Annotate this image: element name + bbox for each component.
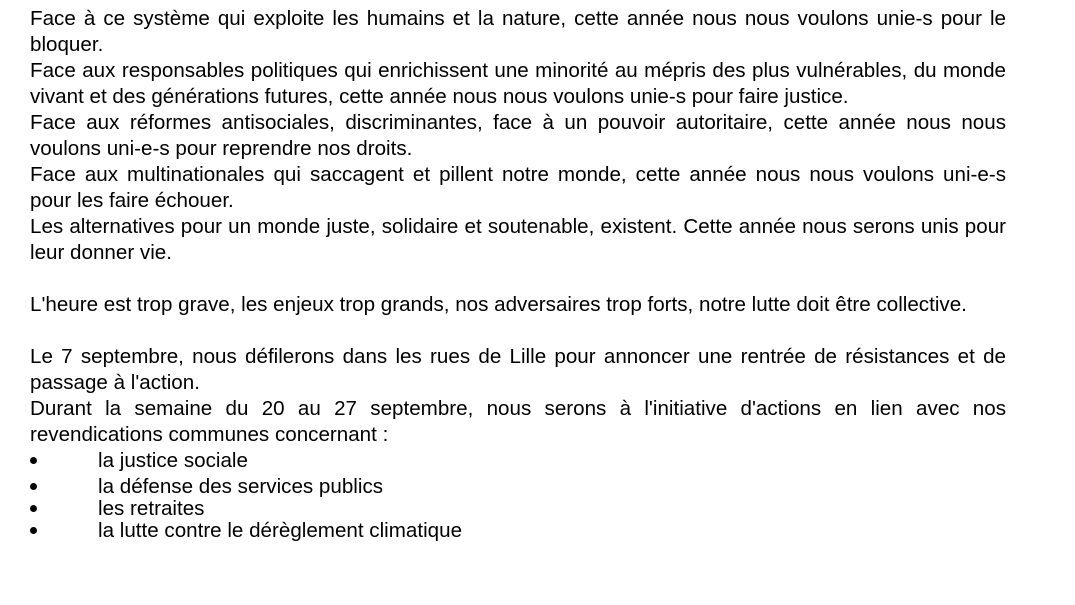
list-item: [30, 448, 1006, 474]
paragraph-multinationales: Face aux multinationales qui saccagent et pillent notre monde, cette année nous nous voulons uni-e-s pour les faire échouer.: [30, 163, 1006, 212]
document-page: [30, 6, 1006, 544]
paragraph-alternatives: Les alternatives pour un monde juste, solidaire et soutenable, existent. Cette année nous serons unis pour leur donner vie.: [30, 215, 1006, 264]
list-item-label: la justice sociale: [98, 449, 248, 472]
bullet-icon: [30, 527, 37, 534]
paragraph-systeme: Face à ce système qui exploite les humains et la nature, cette année nous nous voulons unie-s pour le bloquer.: [30, 7, 1006, 56]
list-item-label: la lutte contre le dérèglement climatique: [98, 519, 463, 542]
bullet-icon: [30, 505, 37, 512]
paragraph-heure-grave: L'heure est trop grave, les enjeux trop grands, nos adversaires trop forts, notre lutte doit être collective.: [30, 293, 967, 316]
paragraph-reformes: Face aux réformes antisociales, discriminantes, face à un pouvoir autoritaire, cette année nous nous voulons uni-e-s pour reprendre nos droits.: [30, 111, 1006, 160]
revendications-list: [30, 448, 1006, 544]
paragraph-semaine-actions: Durant la semaine du 20 au 27 septembre, nous serons à l'initiative d'actions en lien avec nos revendications communes concernant :: [30, 397, 1006, 446]
paragraph-7-septembre: Le 7 septembre, nous défilerons dans les rues de Lille pour annoncer une rentrée de résistances et de passage à l'action.: [30, 345, 1006, 394]
list-item-label: la défense des services publics: [98, 475, 384, 498]
paragraph-responsables: Face aux responsables politiques qui enrichissent une minorité au mépris des plus vulnérables, du monde vivant et des générations futures, cette année nous nous voulons unie-s pour faire justice.: [30, 59, 1006, 108]
list-item: [30, 474, 1006, 496]
list-item-label: les retraites: [98, 497, 205, 520]
bullet-icon: [30, 483, 37, 490]
list-item: [30, 518, 1006, 544]
paragraph-spacer: [30, 318, 1006, 344]
paragraph-spacer: [30, 266, 1006, 292]
list-item: [30, 496, 1006, 518]
bullet-icon: [30, 457, 37, 464]
